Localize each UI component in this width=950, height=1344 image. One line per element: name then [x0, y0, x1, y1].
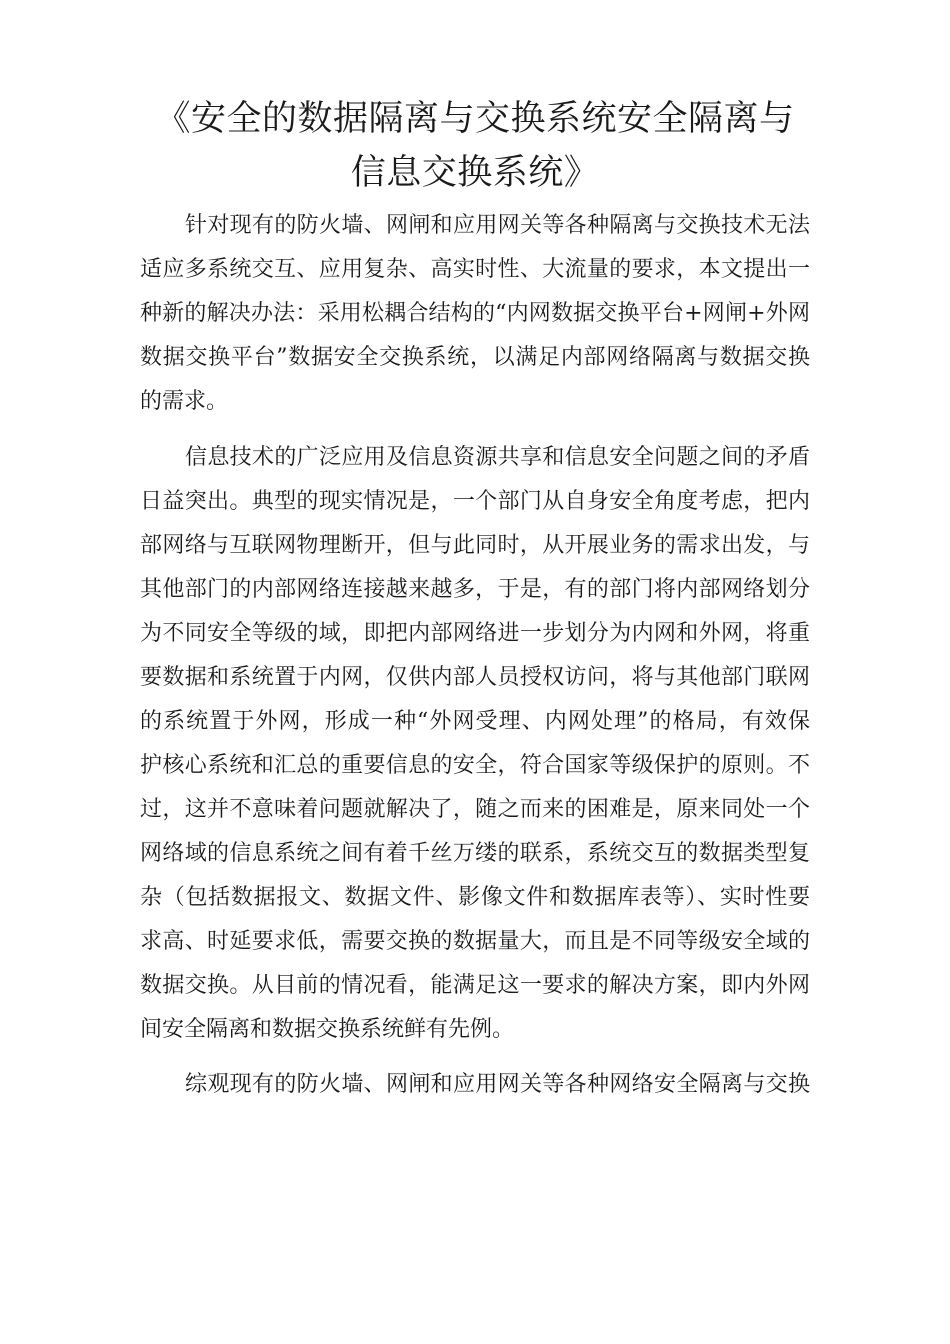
paragraph-line: 为不同安全等级的域，即把内部网络进一步划分为内网和外网，将重 [140, 621, 810, 646]
paragraph-line: 数据交换。从目前的情况看，能满足这一要求的解决方案，即内外网 [140, 973, 810, 998]
paragraph-2 [140, 436, 810, 1052]
paragraph-3 [140, 1063, 810, 1107]
paragraph-line: 要数据和系统置于内网，仅供内部人员授权访问，将与其他部门联网 [140, 665, 810, 690]
paragraph-line: 种新的解决办法：采用松耦合结构的“内网数据交换平台+网闸+外网 [140, 301, 810, 326]
paragraph-line: 日益突出。典型的现实情况是，一个部门从自身安全角度考虑，把内 [140, 489, 810, 514]
paragraph-line: 杂（包括数据报文、数据文件、影像文件和数据库表等）、实时性要 [140, 885, 810, 910]
paragraph-line: 网络域的信息系统之间有着千丝万缕的联系，系统交互的数据类型复 [140, 841, 810, 866]
document-title [140, 92, 810, 200]
paragraph-1 [140, 204, 810, 424]
paragraph-line: 数据交换平台”数据安全交换系统，以满足内部网络隔离与数据交换 [140, 345, 810, 370]
paragraph-line: 信息技术的广泛应用及信息资源共享和信息安全问题之间的矛盾 [185, 445, 810, 470]
paragraph-line: 求高、时延要求低，需要交换的数据量大，而且是不同等级安全域的 [140, 929, 810, 954]
paragraph-line: 针对现有的防火墙、网闸和应用网关等各种隔离与交换技术无法 [185, 213, 810, 238]
paragraph-line: 其他部门的内部网络连接越来越多，于是，有的部门将内部网络划分 [140, 577, 810, 602]
document-body [140, 204, 810, 1107]
paragraph-line: 综观现有的防火墙、网闸和应用网关等各种网络安全隔离与交换 [185, 1072, 810, 1097]
title-line: 信息交换系统》 [350, 153, 600, 193]
paragraph-line: 的需求。 [140, 389, 229, 414]
paragraph-line: 间安全隔离和数据交换系统鲜有先例。 [140, 1017, 515, 1042]
paragraph-line: 护核心系统和汇总的重要信息的安全，符合国家等级保护的原则。不 [140, 753, 810, 778]
paragraph-line: 的系统置于外网，形成一种“外网受理、内网处理”的格局，有效保 [140, 709, 810, 734]
title-line: 《安全的数据隔离与交换系统安全隔离与 [155, 99, 795, 139]
paragraph-line: 部网络与互联网物理断开，但与此同时，从开展业务的需求出发，与 [140, 533, 810, 558]
paragraph-line: 适应多系统交互、应用复杂、高实时性、大流量的要求，本文提出一 [140, 257, 810, 282]
paragraph-line: 过，这并不意味着问题就解决了，随之而来的困难是，原来同处一个 [140, 797, 810, 822]
